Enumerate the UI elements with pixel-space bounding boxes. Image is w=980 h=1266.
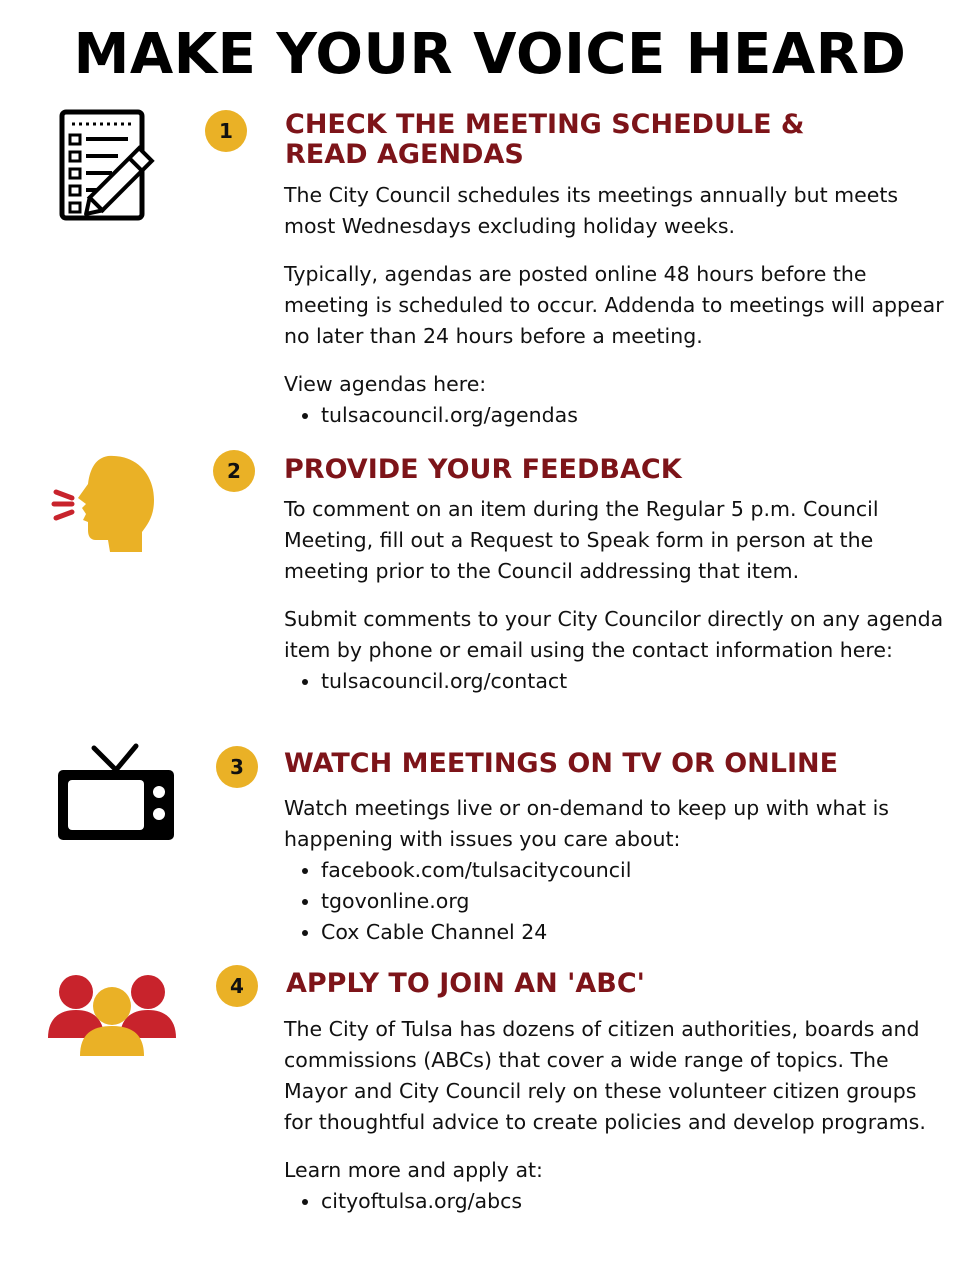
page-title: MAKE YOUR VOICE HEARD: [73, 22, 907, 87]
section-body: [284, 1014, 949, 1217]
link-list: [284, 400, 949, 431]
section-body: [284, 180, 949, 431]
link-contact[interactable]: • tulsacouncil.org/contact: [321, 666, 949, 697]
step-badge-4: 4: [216, 965, 258, 1007]
link-tgov[interactable]: • tgovonline.org: [321, 886, 949, 917]
section-heading: PROVIDE YOUR FEEDBACK: [284, 454, 682, 485]
paragraph: To comment on an item during the Regular 5 p.m. Council Meeting, fill out a Request to Speak form in person at the meeting prior to the Council addressing that item.: [284, 497, 879, 583]
television-icon: [54, 742, 178, 844]
section-body: [284, 494, 949, 697]
step-badge-2: 2: [213, 450, 255, 492]
step-badge-1: 1: [205, 110, 247, 152]
link-agendas[interactable]: • tulsacouncil.org/agendas: [321, 400, 949, 431]
link-list: [284, 1186, 949, 1217]
heading-line: CHECK THE MEETING SCHEDULE &: [285, 109, 805, 140]
paragraph: Submit comments to your City Councilor directly on any agenda item by phone or email using the contact information here:: [284, 607, 944, 662]
paragraph: View agendas here:: [284, 372, 487, 396]
section-heading: [285, 110, 845, 170]
paragraph: Watch meetings live or on-demand to keep up with what is happening with issues you care about:: [284, 796, 889, 851]
paragraph: The City of Tulsa has dozens of citizen authorities, boards and commissions (ABCs) that cover a wide range of topics. The Mayor and City Council rely on these volunteer citizen groups for thoughtful advice to create policies and develop programs.: [284, 1017, 926, 1134]
paragraph: Typically, agendas are posted online 48 hours before the meeting is scheduled to occur. Addenda to meetings will appear no later than 24 hours before a meeting.: [284, 262, 944, 348]
paragraph: The City Council schedules its meetings annually but meets most Wednesdays excluding holiday weeks.: [284, 183, 899, 238]
link-facebook[interactable]: • facebook.com/tulsacitycouncil: [321, 855, 949, 886]
paragraph: Learn more and apply at:: [284, 1158, 543, 1182]
section-heading: APPLY TO JOIN AN 'ABC': [286, 968, 645, 999]
speaking-head-icon: [50, 452, 162, 556]
section-body: [284, 793, 949, 948]
heading-line: READ AGENDAS: [285, 139, 524, 170]
section-heading: WATCH MEETINGS ON TV OR ONLINE: [284, 748, 839, 779]
link-abcs[interactable]: • cityoftulsa.org/abcs: [321, 1186, 949, 1217]
link-list: [284, 666, 949, 697]
checklist-pencil-icon: [58, 108, 160, 224]
group-people-icon: [46, 972, 178, 1058]
step-badge-3: 3: [216, 746, 258, 788]
link-list: [284, 855, 949, 948]
link-cox-cable: • Cox Cable Channel 24: [321, 917, 949, 948]
